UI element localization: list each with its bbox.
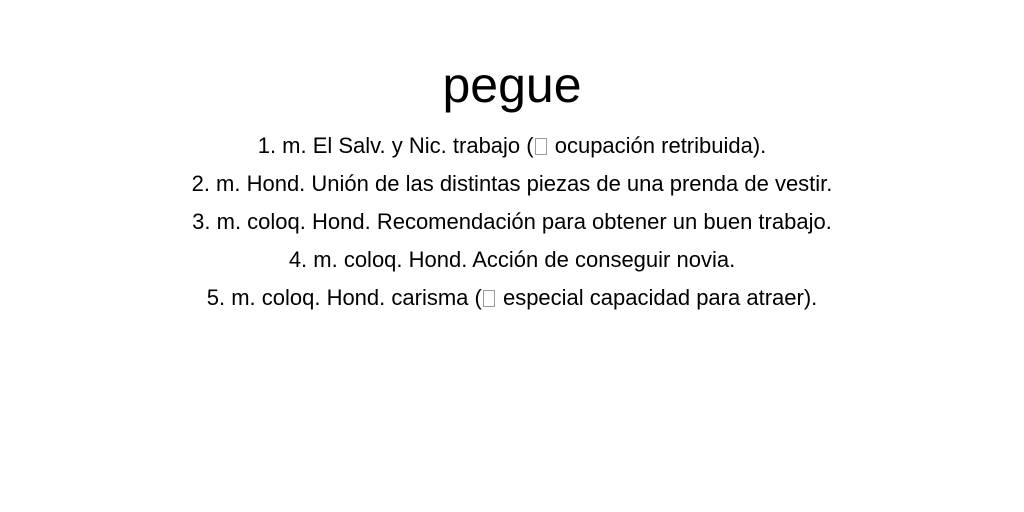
- definition-item: [0, 165, 1024, 203]
- definition-text: 2. m. Hond. Unión de las distintas piezas de una prenda de vestir.: [191, 171, 833, 196]
- definition-item: [0, 203, 1024, 241]
- definition-text: 5. m. coloq. Hond. carisma (: [206, 285, 482, 310]
- definition-text: 4. m. coloq. Hond. Acción de conseguir novia.: [288, 247, 736, 272]
- missing-glyph-icon: [483, 290, 495, 307]
- definition-item: [0, 241, 1024, 279]
- definition-item: [0, 279, 1024, 317]
- definition-item: [0, 127, 1024, 165]
- headword: pegue: [442, 57, 582, 113]
- missing-glyph-icon: [535, 138, 547, 155]
- definition-list: [0, 127, 1024, 317]
- definition-text-continued: especial capacidad para atraer).: [496, 285, 818, 310]
- definition-text-continued: ocupación retribuida).: [548, 133, 767, 158]
- definition-text: 3. m. coloq. Hond. Recomendación para obtener un buen trabajo.: [192, 209, 832, 234]
- definition-text: 1. m. El Salv. y Nic. trabajo (: [257, 133, 534, 158]
